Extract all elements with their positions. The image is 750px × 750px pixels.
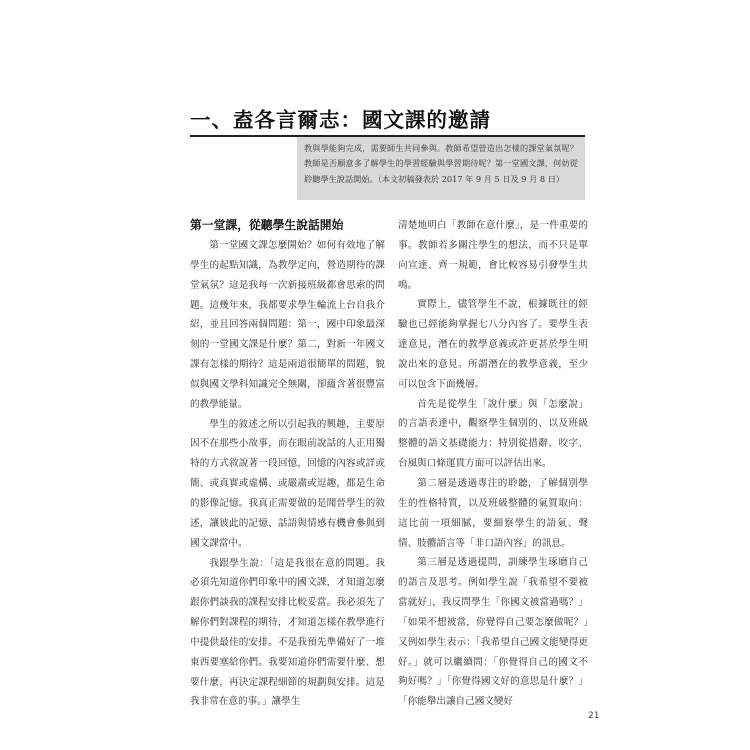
left-column xyxy=(190,214,385,712)
continued-paragraph: 清楚地明白「教師在意什麼」，是一件重要的事。教師若多關注學生的想法，而不只是單向宣達、齊一規範，會比較容易引發學生共鳴。 xyxy=(398,220,588,291)
section-heading: 第一堂課，從聽學生說話開始 xyxy=(190,218,344,232)
body-paragraph: 學生的敘述之所以引起我的興趣，主要原因不在那些小故事，而在眼前說話的人正用獨特的方式敘說著一段回憶，回憶的內容或詳或簡、或真實或虛構、或嚴肅或逗趣，都是生命的影像記憶。我真正需要做的是聞晉學生的敘述，讓彼此的記憶、話語與情感有機會參與到國文課當中。 xyxy=(190,418,385,549)
chapter-title: 一、盍各言爾志：國文課的邀請 xyxy=(190,108,491,132)
body-paragraph: 第一堂國文課怎麼開始？如何有效地了解學生的起點知識，為教學定向，營造期待的課堂氣氛？這是我每一次新接班級都會思索的問題。這幾年來，我都要求學生輪流上台自我介紹，並且回答兩個問題：第一，國中印象最深刻的一堂國文課是什麼？第二，對新一年國文課有怎樣的期待？這是兩道很簡單的問題，貌似與國文學科知識完全無關，卻蘊含著很豐富的教學能量。 xyxy=(190,240,385,410)
abstract-box xyxy=(297,137,585,200)
body-paragraph: 第二層是透過專注的聆聽，了解個別學生的性格特質，以及班級整體的氣質取向：這比前一項細膩，要細察學生的語氣、聲情、肢體語言等「非口語內容」的訊息。 xyxy=(398,477,588,549)
abstract-text: 教與學能夠完成，需要師生共同參與。教師希望營造出怎樣的課堂氣氛呢？教師是否願意多了解學生的學習經驗與學習期待呢？第一堂國文課，何妨從聆聽學生說話開始。（本文初稿發表於 2017 年 9 月 5 日及 9 月 8 日） xyxy=(304,143,578,184)
page-number: 21 xyxy=(588,711,600,721)
right-column xyxy=(398,216,588,712)
body-paragraph: 首先是從學生「說什麼」與「怎麼說」的言語表達中，觀察學生個別的、以及班級整體的語文基礎能力：特別從措辭、咬字、台風與口條運貫方面可以評估出來。 xyxy=(398,398,588,470)
body-paragraph: 實際上，儘管學生不說，根據既往的經驗也已經能夠掌握七八分內容了。要學生表達意見，潛在的教學意義或許更甚於學生明說出來的意見。所謂潛在的教學意義，至少可以包含下面幾層。 xyxy=(398,299,588,390)
body-paragraph: 第三層是透過提問，訓練學生琢磨自己的語言及思考。例如學生說「我希望不要被當就好」，我反問學生「你國文被當過嗎？」「如果不想被當，你覺得自己要怎麼做呢？」又例如學生表示：「我希望自己國文能變得更好。」就可以繼續問：「你覺得自己的國文不夠好嗎？」「你覺得國文好的意思是什麼？」「你能舉出讓自己國文變好 xyxy=(398,557,588,708)
body-paragraph: 我跟學生說：「這是我很在意的問題。我必須先知道你們印象中的國文課，才知道怎麼跟你們談我的課程安排比較妥當。我必須先了解你們對課程的期待，才知道怎樣在教學進行中提供最佳的安排。不是我預先準備好了一堆東西要塞給你們。我要知道你們需要什麼、想要什麼，再決定課程細節的規劃與安排。這是我非常在意的事。」讓學生 xyxy=(190,557,385,708)
